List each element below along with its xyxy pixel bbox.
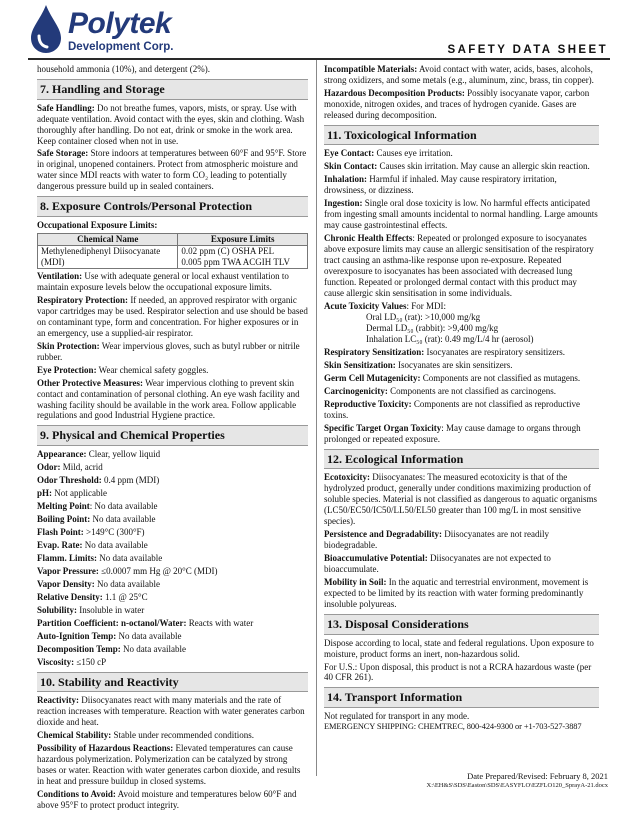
section-14-title: 14. Transport Information: [324, 687, 599, 708]
respiratory-protection: Respiratory Protection: If needed, an approved respirator with organic vapor cartridges may be used. Respirator selection and use should be based on contaminant type, form and concentration. For higher exposures or in an emergency, use a supplied-air respirator.: [37, 294, 308, 338]
column-divider: [316, 60, 317, 776]
incompatible-materials: Incompatible Materials: Avoid contact with water, acids, bases, alcohols, strong oxidizers, and some metals (e.g., aluminum, zinc, brass, tin copper).: [324, 64, 594, 85]
ecotoxicity: Ecotoxicity: Diisocyanates: The measured ecotoxicity is that of the hydrolyzed product, generally under conditions maximizing production of soluble species. Material is not classified as dangerous to aquatic organisms (LC50/EC50/IC50/LL50/EL50 greater than 100 mg/L in most sensitive species).: [324, 472, 598, 527]
list-item: pH: Not applicable: [37, 487, 107, 498]
safe-handling: Safe Handling: Do not breathe fumes, vapors, mists, or spray. Use with adequate ventilation. Avoid contact with the eyes, skin and clothing. Wash thoroughly after handling. Do not eat, drink or smoke in the work area. Keep container closed when not in use.: [37, 102, 305, 146]
chronic-effects: Chronic Health Effects: Repeated or prolonged exposure to isocyanates above exposure limits may cause an allergic sensitisation of the respiratory tract causing an asthma-like response upon re-exposure. Repeated overexposure to isocyanates has been associated with decreased lung function. Repeated or prolonged dermal contact with this product may cause allergic skin sensitisation in some individuals.: [324, 233, 594, 299]
disposal-us-text: For U.S.: Upon disposal, this product is not a RCRA hazardous waste (per 40 CFR 261).: [324, 661, 592, 683]
intro-text: household ammonia (10%), and detergent (2%).: [37, 64, 211, 74]
list-item: Viscosity: ≤150 cP: [37, 656, 107, 667]
list-item: Evap. Rate: No data available: [37, 539, 148, 550]
other-protective: Other Protective Measures: Wear impervious clothing to prevent skin contact and contamination of personal clothing. An eye wash facility and washing facility should be available in the work area. Follow applicable regulations and good Industrial Hygiene practice.: [37, 377, 300, 421]
carcinogenicity: Carcinogenicity: Components are not classified as carcinogens.: [324, 385, 557, 396]
section-13-title: 13. Disposal Considerations: [324, 614, 599, 635]
page-header: [0, 0, 638, 62]
list-item: Auto-Ignition Temp: No data available: [37, 630, 182, 641]
conditions-to-avoid: Conditions to Avoid: Avoid moisture and temperatures below 60°F and above 95°F to protect product integrity.: [37, 788, 297, 810]
logo-name: Polytek: [68, 7, 172, 40]
list-item: Decomposition Temp: No data available: [37, 643, 186, 654]
list-item: Vapor Pressure: ≤0.0007 mm Hg @ 20°C (MDI): [37, 565, 218, 576]
list-item: Melting Point: No data available: [37, 500, 158, 511]
hazardous-reactions: Possibility of Hazardous Reactions: Elevated temperatures can cause hazardous polymerization. Polymerization can be catalyzed by strong bases or water. Reaction with water generates carbon dioxide, and results in heat and pressure buildup in closed systems.: [37, 743, 301, 786]
emergency-shipping: EMERGENCY SHIPPING: CHEMTREC, 800-424-9300 or +1-703-527-3887: [324, 722, 582, 732]
dermal-ld50: Dermal LD₅₀ (rabbit): >9,400 mg/kg: [366, 323, 499, 333]
section-10-title: 10. Stability and Reactivity: [37, 672, 308, 693]
list-item: Odor: Mild, acrid: [37, 462, 103, 473]
list-item: Relative Density: 1.1 @ 25°C: [37, 591, 148, 602]
date-revised: Date Prepared/Revised: February 8, 2021: [467, 771, 608, 781]
germ-cell-mutagenicity: Germ Cell Mutagenicity: Components are not classified as mutagens.: [324, 372, 581, 383]
header-rule: [28, 58, 610, 60]
eye-contact: Eye Contact: Causes eye irritation.: [324, 148, 453, 159]
table-header: Exposure Limits: [178, 233, 308, 245]
reactivity: Reactivity: Diisocyanates react with many materials and the rate of reaction increases with temperature. Reaction with water generates carbon dioxide and heat.: [37, 695, 305, 728]
left-column: [37, 64, 308, 813]
document-title: SAFETY DATA SHEET: [447, 44, 608, 56]
inhalation: Inhalation: Harmful if inhaled. May cause respiratory irritation, drowsiness, or dizziness.: [324, 174, 557, 196]
list-item: Vapor Density: No data available: [37, 578, 160, 589]
list-item: Odor Threshold: 0.4 ppm (MDI): [37, 475, 160, 485]
bioaccumulative: Bioaccumulative Potential: Diisocyanates are not expected to bioaccumulate.: [324, 553, 551, 575]
page-footer: [427, 771, 608, 790]
skin-protection: Skin Protection: Wear impervious gloves, such as butyl rubber or nitrile rubber.: [37, 340, 300, 362]
oral-ld50: Oral LD₅₀ (rat): >10,000 mg/kg: [366, 312, 481, 323]
list-item: Flash Point: >149°C (300°F): [37, 526, 145, 537]
file-path: X:\EH&S\SDS\Easton\SDS\EASYFLO\EZFLO120_SprayA-21.docx: [426, 782, 608, 790]
chemical-stability: Chemical Stability: Stable under recommended conditions.: [37, 730, 254, 741]
occ-limits-label: Occupational Exposure Limits:: [37, 219, 158, 230]
reproductive-toxicity: Reproductive Toxicity: Components are not classified as reproductive toxins.: [324, 398, 581, 420]
exposure-table: [37, 233, 308, 269]
respiratory-sensitization: Respiratory Sensitization: Isocyanates are respiratory sensitizers.: [324, 346, 565, 357]
target-organ-toxicity: Specific Target Organ Toxicity: May cause damage to organs through prolonged or repeated exposure.: [324, 422, 581, 444]
section-12-title: 12. Ecological Information: [324, 449, 599, 470]
mobility-in-soil: Mobility in Soil: In the aquatic and terrestrial environment, movement is expected to be limited by its reaction with water forming predominantly insoluble polyureas.: [324, 577, 589, 609]
section-8-title: 8. Exposure Controls/Personal Protection: [37, 196, 308, 217]
safe-storage: Safe Storage: Store indoors at temperatures between 60°F and 95°F. Store in original, unopened containers. Protect from atmospheric moisture and water since MDI reacts with water to form CO₂ leading to potentially dangerous pressure build up in sealed containers.: [37, 148, 307, 192]
persistence: Persistence and Degradability: Diisocyanates are not readily biodegradable.: [324, 529, 549, 551]
list-item: Partition Coefficient: n-octanol/Water: Reacts with water: [37, 617, 254, 628]
decomposition-products: Hazardous Decomposition Products: Possibly isocyanate vapor, carbon monoxide, nitrogen oxides, and traces of hydrogen cyanide. Gases are released during decomposition.: [324, 87, 590, 120]
transport-text: Not regulated for transport in any mode.: [324, 711, 470, 722]
section-9-title: 9. Physical and Chemical Properties: [37, 425, 308, 446]
table-header: Chemical Name: [38, 233, 178, 245]
section-7-title: 7. Handling and Storage: [37, 79, 308, 100]
company-logo: [28, 4, 228, 56]
acute-toxicity: Acute Toxicity Values: For MDI:: [324, 301, 447, 312]
ingestion: Ingestion: Single oral dose toxicity is low. No harmful effects anticipated from ingesting small amounts incidental to normal handling. Large amounts may cause gastrointestinal effects.: [324, 198, 598, 231]
skin-contact: Skin Contact: Causes skin irritation. May cause an allergic skin reaction.: [324, 161, 590, 172]
properties-list: [37, 449, 308, 667]
logo-corp: Development Corp.: [68, 41, 174, 53]
ventilation: Ventilation: Use with adequate general or local exhaust ventilation to maintain exposure levels below the occupational exposure limits.: [37, 270, 289, 292]
eye-protection: Eye Protection: Wear chemical safety goggles.: [37, 364, 209, 375]
inhalation-lc50: Inhalation LC₅₀ (rat): 0.49 mg/L/4 hr (aerosol): [366, 333, 534, 344]
section-11-title: 11. Toxicological Information: [324, 125, 599, 146]
right-column: [324, 64, 599, 734]
skin-sensitization: Skin Sensitization: Isocyanates are skin sensitizers.: [324, 359, 513, 370]
list-item: Flamm. Limits: No data available: [37, 552, 163, 563]
list-item: Solubility: Insoluble in water: [37, 604, 145, 615]
list-item: Boiling Point: No data available: [37, 513, 156, 524]
list-item: Appearance: Clear, yellow liquid: [37, 449, 161, 460]
drop-logo-icon: [28, 4, 64, 54]
table-row: Methylenediphenyl Diisocyanate (MDI) 0.02 ppm (C) OSHA PEL 0.005 ppm TWA ACGIH TLV: [38, 245, 308, 268]
disposal-text: Dispose according to local, state and federal regulations. Upon exposure to moisture, product forms an inert, non-hazardous solid.: [324, 637, 594, 659]
